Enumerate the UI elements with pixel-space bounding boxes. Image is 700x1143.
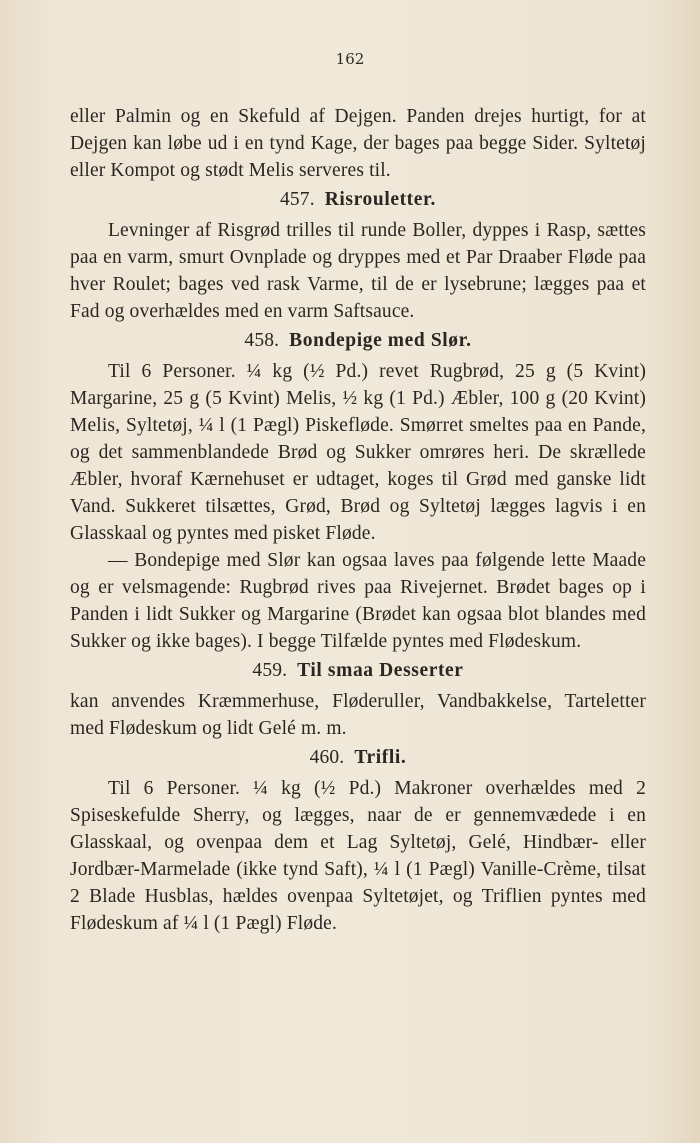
- recipe-number: 460.: [309, 747, 345, 768]
- recipe-paragraph: Til 6 Personer. ¼ kg (½ Pd.) Makroner overhældes med 2 Spiseskefulde Sherry, og lægges, naar de er gennemvædede i en Glasskaal, og ovenpaa dem et Lag Syltetøj, Gelé, Hindbær- eller Jordbær-Marmelade (ikke tynd Saft), ¼ l (1 Pægl) Vanille-Crème, tilsat 2 Blade Husblas, hældes ovenpaa Syltetøjet, og Triflien pyntes med Flødeskum af ¼ l (1 Pægl) Fløde.: [70, 778, 646, 934]
- recipe-number: 457.: [280, 189, 315, 210]
- recipe-paragraph: Levninger af Risgrød trilles til runde Boller, dyppes i Rasp, sættes paa en varm, smurt Ovnplade og dryppes med et Par Draaber Fløde paa hver Roulet; bages ved rask Varme, til de er lysebrune; lægges paa et Fad og overhældes med en varm Saftsauce.: [70, 220, 646, 322]
- recipe-heading-457: [70, 186, 646, 213]
- recipe-number: 459.: [252, 660, 288, 681]
- recipe-paragraph: — Bondepige med Slør kan ogsaa laves paa følgende lette Maade og er velsmagende: Rugbrød rives paa Rivejernet. Brødet bages op i Panden i lidt Sukker og Margarine (Brødet kan ogsaa blot blandes med Sukker og ikke bages). I begge Tilfælde pyntes med Flødeskum.: [70, 550, 646, 652]
- recipe-number: 458.: [244, 330, 280, 351]
- intro-paragraph: eller Palmin og en Skefuld af Dejgen. Panden drejes hurtigt, for at Dejgen kan løbe ud i en tynd Kage, der bages paa begge Sider. Syltetøj eller Kompot og stødt Melis serveres til.: [70, 106, 646, 181]
- recipe-title: Bondepige med Slør.: [289, 330, 472, 351]
- recipe-title: Risrouletter.: [324, 189, 436, 210]
- recipe-title: Trifli.: [354, 747, 407, 768]
- recipe-title: Til smaa Desserter: [297, 660, 464, 681]
- recipe-heading-460: [70, 744, 646, 771]
- recipe-heading-459: [70, 657, 646, 684]
- recipe-paragraph: kan anvendes Kræmmerhuse, Fløderuller, Vandbakkelse, Tarteletter med Flødeskum og lidt Gelé m. m.: [70, 691, 646, 739]
- recipe-paragraph: Til 6 Personer. ¼ kg (½ Pd.) revet Rugbrød, 25 g (5 Kvint) Margarine, 25 g (5 Kvint) Melis, ½ kg (1 Pd.) Æbler, 100 g (20 Kvint) Melis, Syltetøj, ¼ l (1 Pægl) Piskefløde. Smørret smeltes paa en Pande, og det sammenblandede Brød og Sukker omrøres heri. De skrællede Æbler, hvoraf Kærnehuset er udtaget, koges til Grød med ganske lidt Vand. Sukkeret tilsættes, Grød, Brød og Syltetøj lægges lagvis i en Glasskaal og pyntes med pisket Fløde.: [70, 361, 646, 544]
- page-content: [70, 103, 646, 937]
- page-number: 162: [335, 50, 365, 68]
- recipe-heading-458: [70, 327, 646, 354]
